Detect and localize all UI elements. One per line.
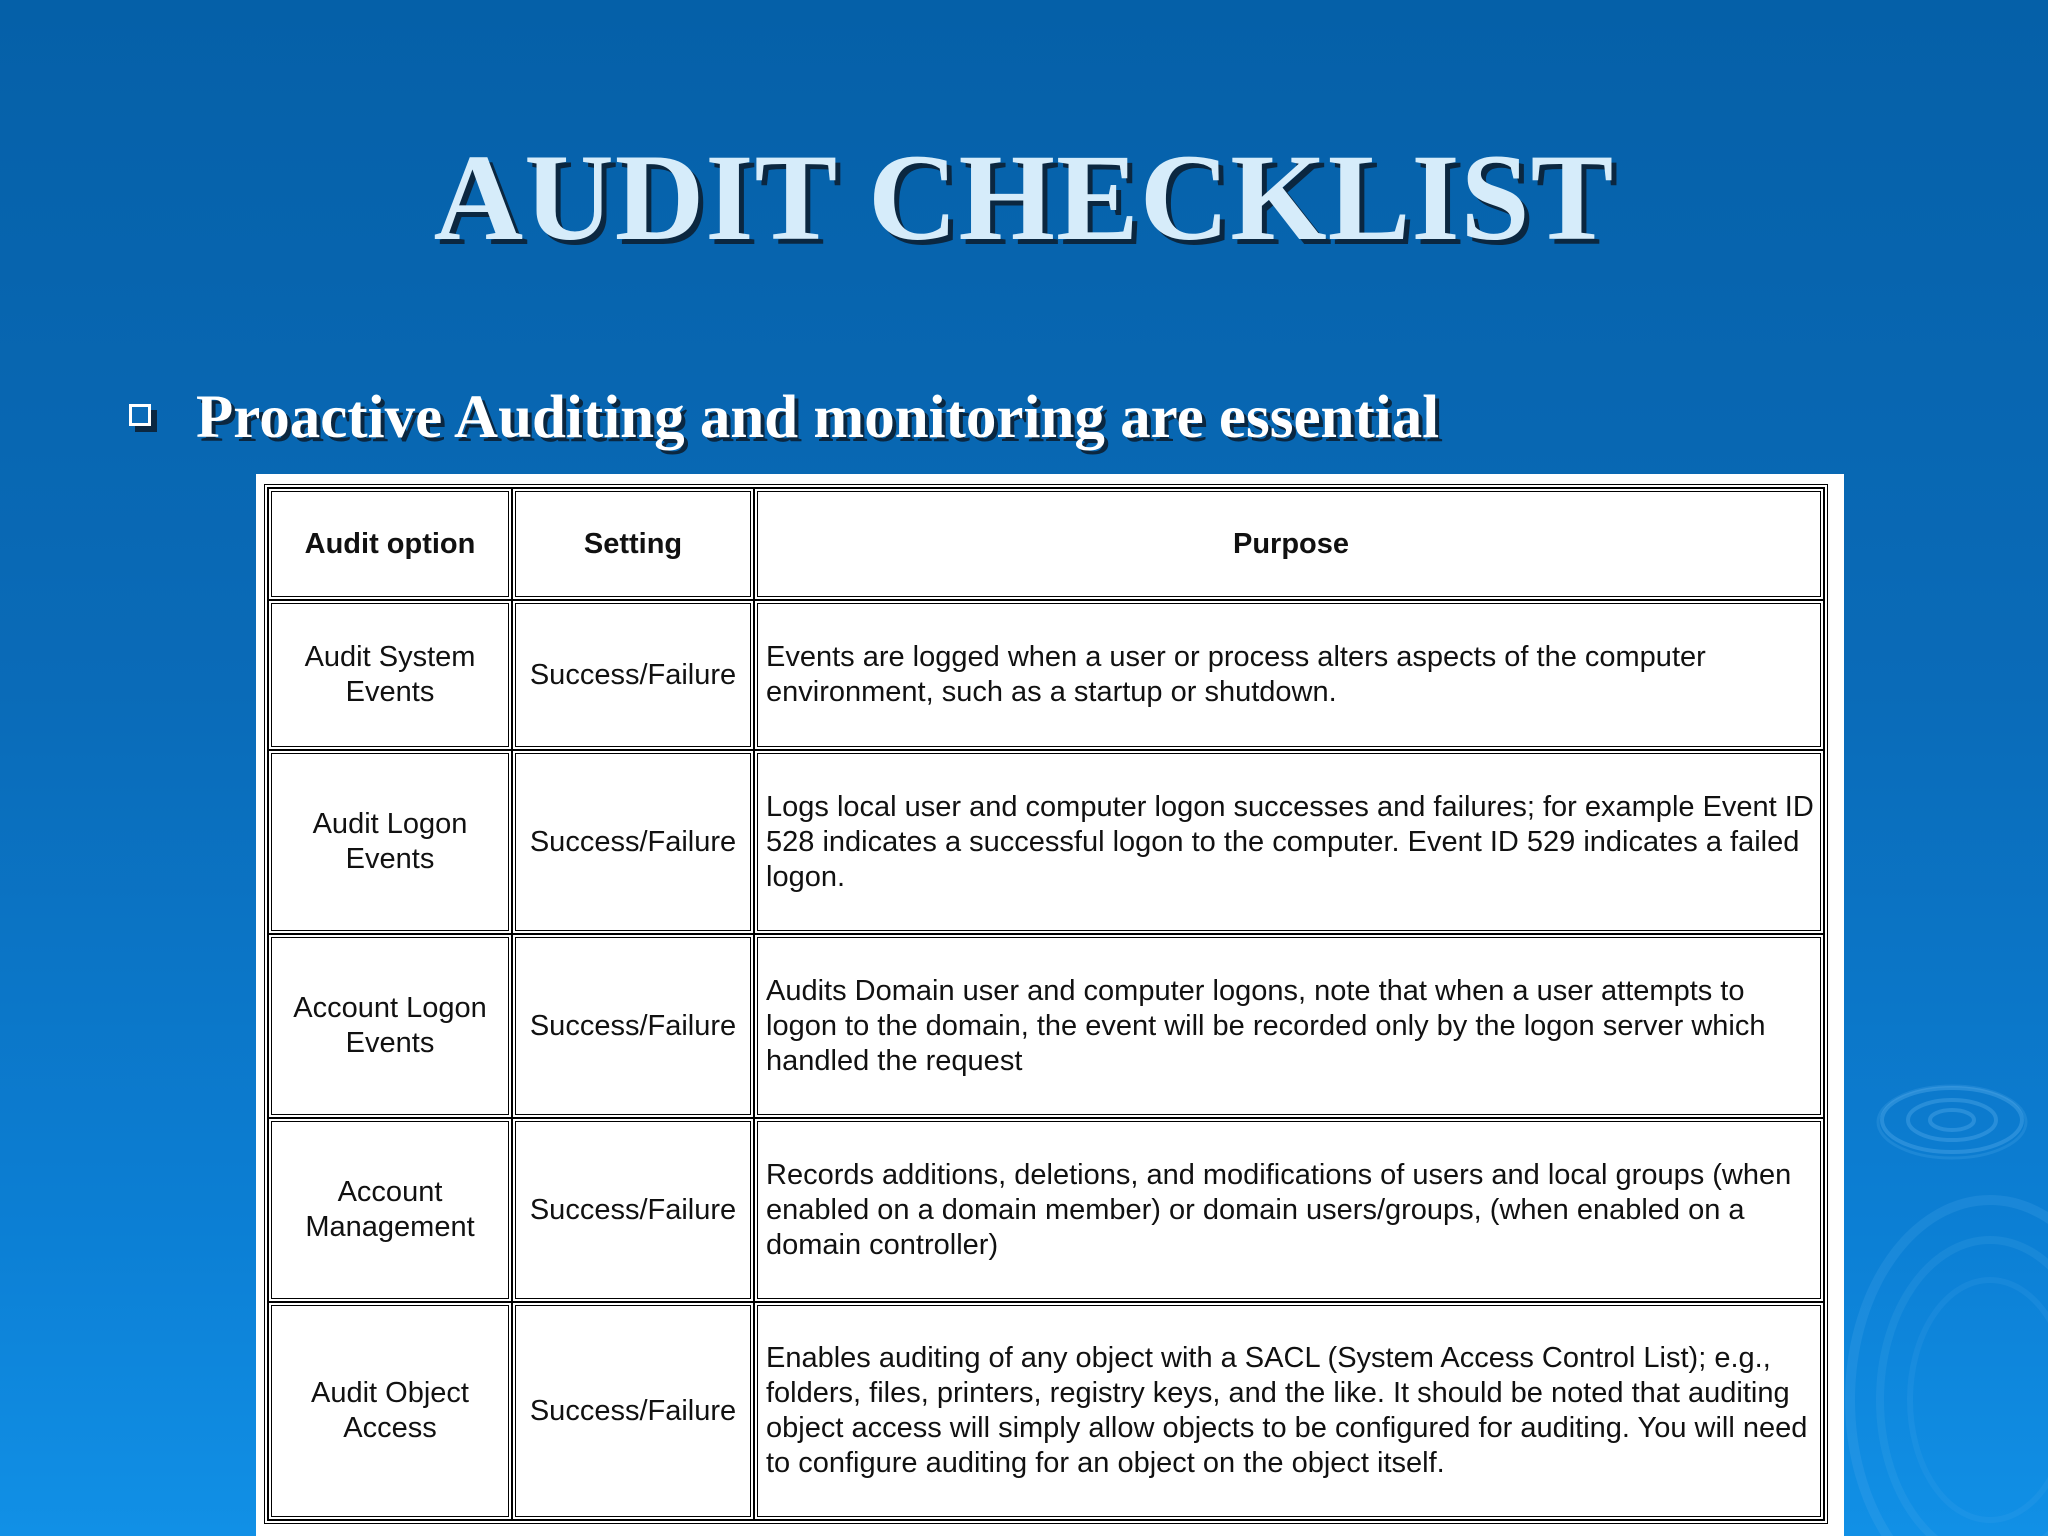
header-setting: Setting: [512, 488, 754, 600]
audit-checklist-table: [264, 484, 1828, 1524]
cell-purpose: Logs local user and computer logon successes and failures; for example Event ID 528 indicates a successful logon to the computer. Event ID 529 indicates a failed logon.: [754, 750, 1824, 934]
cell-setting: Success/Failure: [512, 1302, 754, 1520]
cell-purpose: Enables auditing of any object with a SACL (System Access Control List); e.g., folders, files, printers, registry keys, and the like. It should be noted that auditing object access will simply allow objects to be configured for auditing. You will need to configure auditing for an object on the object itself.: [754, 1302, 1824, 1520]
cell-setting: Success/Failure: [512, 600, 754, 750]
bullet-text: Proactive Auditing and monitoring are essential: [196, 384, 1440, 451]
header-audit-option: Audit option: [268, 488, 512, 600]
cell-purpose: Events are logged when a user or process alters aspects of the computer environment, such as a startup or shutdown.: [754, 600, 1824, 750]
cell-setting: Success/Failure: [512, 750, 754, 934]
table-row: [268, 600, 1824, 750]
cell-audit-option: Audit System Events: [268, 600, 512, 750]
cell-setting: Success/Failure: [512, 934, 754, 1118]
cell-audit-option: Account Logon Events: [268, 934, 512, 1118]
cell-purpose: Audits Domain user and computer logons, note that when a user attempts to logon to the domain, the event will be recorded only by the logon server which handled the request: [754, 934, 1824, 1118]
cell-purpose: Records additions, deletions, and modifications of users and local groups (when enabled on a domain member) or domain users/groups, (when enabled on a domain controller): [754, 1118, 1824, 1302]
header-purpose: Purpose: [754, 488, 1824, 600]
table-row: [268, 750, 1824, 934]
table-header-row: [268, 488, 1824, 600]
cell-audit-option: Account Management: [268, 1118, 512, 1302]
cell-audit-option: Audit Object Access: [268, 1302, 512, 1520]
table-row: [268, 1302, 1824, 1520]
slide-title: AUDIT CHECKLIST: [433, 129, 1615, 266]
table-row: [268, 934, 1824, 1118]
table-row: [268, 1118, 1824, 1302]
bullet-point: [126, 378, 1439, 458]
checkbox-square-icon: [126, 378, 160, 458]
cell-audit-option: Audit Logon Events: [268, 750, 512, 934]
audit-table-container: [256, 474, 1844, 1536]
cell-setting: Success/Failure: [512, 1118, 754, 1302]
